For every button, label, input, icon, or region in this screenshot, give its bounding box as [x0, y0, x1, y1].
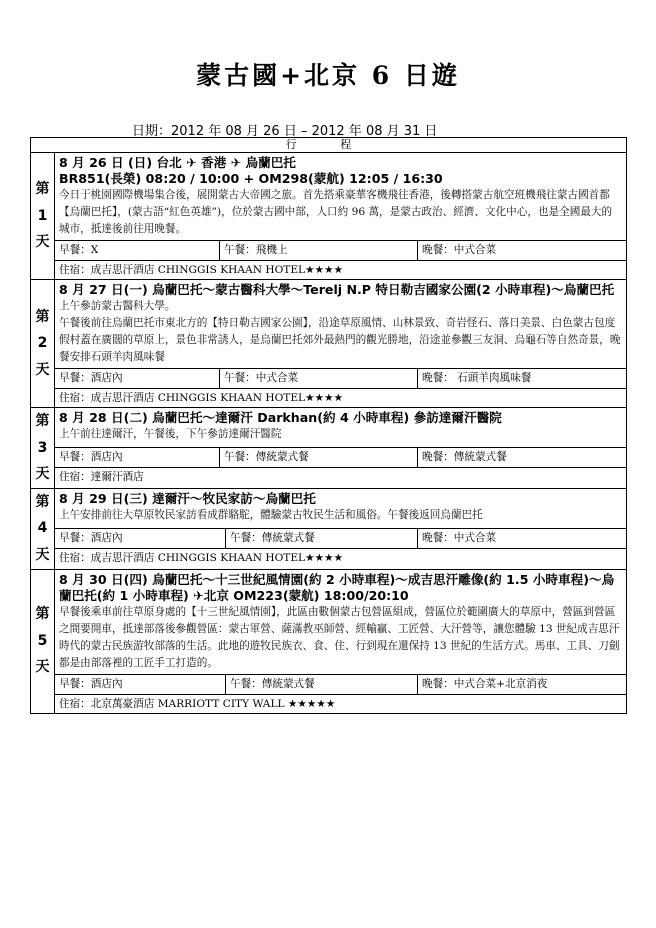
day-row: [31, 280, 627, 369]
table-header-row: [31, 138, 627, 153]
day-label-part: 天: [35, 546, 50, 563]
day-label-part: 第: [35, 606, 50, 623]
itinerary-table: [30, 137, 627, 714]
meal-cell: [55, 241, 627, 280]
day-content: [55, 488, 627, 528]
day-content: [55, 153, 627, 241]
meals-bar: [55, 448, 626, 467]
dinner: 晚餐：中式合菜+北京消夜: [417, 675, 626, 694]
day-row: [31, 153, 627, 241]
hotel-line: 住宿：達爾汗酒店: [55, 467, 626, 486]
meal-row: [31, 528, 627, 569]
day-label-part: 第: [35, 493, 50, 510]
day-label: [31, 569, 55, 713]
day-row: [31, 488, 627, 528]
day-label: [31, 280, 55, 408]
day-label-part: 第: [35, 308, 50, 325]
breakfast: 早餐：酒店內: [59, 372, 123, 384]
hotel-line: 住宿：成吉思汗酒店 CHINGGIS KHAAN HOTEL★★★★: [55, 388, 626, 407]
dinner: 晚餐：中式合菜: [417, 241, 626, 260]
meal-cell: [55, 674, 627, 713]
hotel-line: 住宿：成吉思汗酒店 CHINGGIS KHAAN HOTEL★★★★: [55, 260, 626, 279]
day-label: [31, 488, 55, 569]
lunch: 午餐：中式合菜: [219, 369, 417, 388]
dinner: 晚餐：中式合菜: [417, 529, 626, 548]
meal-row: [31, 241, 627, 280]
day-content: [55, 408, 627, 448]
meal-cell: [55, 528, 627, 569]
day-label-part: 天: [35, 466, 50, 483]
day-description: 早餐後乘車前往草原身處的【十三世紀風情園】，此區由數個蒙古包營區組成，營區位於範圍廣大的草原中，營區到營區之間要開車，抵達部落後參觀營區：蒙古軍營、薩滿教巫師營、經輸贏、工匠營、大汗營等，讓您體驗 13 世紀成吉思汗時代的蒙古民族游牧部落的生活。此地的遊牧民族衣、食、住、行到現在還保持 13 世紀的生活方式。馬車、工具、刀劍都是由部落裡的工匠手工打造的。: [59, 605, 620, 669]
breakfast: 早餐：酒店內: [59, 677, 123, 690]
route-line: 8 月 29 日(三) 達爾汗～牧民家訪～烏蘭巴托: [59, 490, 316, 506]
meal-row: [31, 369, 627, 408]
day-row: [31, 569, 627, 674]
day-label-part: 4: [37, 520, 48, 537]
day-label-part: 第: [35, 413, 50, 429]
route-line: 8 月 26 日 (日) 台北 ✈ 香港 ✈ 烏蘭巴托: [59, 155, 296, 170]
meals-bar: [55, 675, 626, 694]
table-header: 行 程: [31, 138, 627, 153]
day-label-part: 天: [35, 234, 50, 251]
day-description: 上午參訪蒙古醫科大學。: [59, 300, 176, 312]
meal-row: [31, 447, 627, 488]
meal-cell: [55, 447, 627, 488]
route-line: BR851(長榮) 08:20 / 10:00 + OM298(蒙航) 12:05 / 16:30: [59, 171, 443, 186]
date-range: 日期：2012 年 08 月 26 日 – 2012 年 08 月 31 日: [132, 124, 438, 139]
route-line: 8 月 27 日(一) 烏蘭巴托～蒙古醫科大學～Terelj N.P 特日勒吉國家公園(2 小時車程)～烏蘭巴托: [59, 282, 615, 297]
day-description: 午餐後前往烏蘭巴托市東北方的【特日勒吉國家公園】，沿途草原風情、山林景致、奇岩怪石、落日美景、白色蒙古包度假村蓋在廣闊的草原上，景色非常誘人，是烏蘭巴托郊外最熱門的觀光勝地，沿途並參觀三友洞、烏龜石等自然奇景，晚餐安排石頭羊肉風味餐: [59, 317, 621, 363]
lunch: 午餐：飛機上: [219, 241, 417, 260]
day-label-part: 3: [37, 439, 48, 456]
route-line: 8 月 28 日(二) 烏蘭巴托～達爾汗 Darkhan(約 4 小時車程) 參訪達爾汗醫院: [59, 410, 502, 425]
route-line: 8 月 30 日(四) 烏蘭巴托～十三世紀風情園(約 2 小時車程)～成吉思汗雕像(約 1.5 小時車程)～烏蘭巴托(約 1 小時車程) ✈北京 OM223(蒙航) 18:00/20:10: [59, 571, 615, 603]
meals-bar: [55, 369, 626, 388]
day-label: [31, 153, 55, 280]
day-content: [55, 280, 627, 369]
lunch: 午餐：傳統蒙式餐: [225, 529, 417, 548]
hotel-line: 住宿：北京萬豪酒店 MARRIOTT CITY WALL ★★★★★: [55, 694, 626, 713]
dinner: 晚餐： 石頭羊肉風味餐: [417, 369, 626, 388]
day-label-part: 天: [35, 361, 50, 378]
day-label-part: 天: [35, 659, 50, 676]
dinner: 晚餐：傳統蒙式餐: [417, 448, 626, 467]
day-description: 今日于桃園國際機場集合後，展開蒙古大帝國之旅。首先搭乘豪華客機飛往香港，後轉搭蒙古航空班機飛往蒙古國首都【烏蘭巴托】，(蒙古語“紅色英雄”)，位於蒙古國中部，人口約 96 萬，是蒙古政治、經濟、文化中心，也是全國最大的城市，抵達後前往用晚餐。: [59, 189, 613, 235]
day-label-part: 2: [37, 335, 48, 352]
lunch: 午餐：傳統蒙式餐: [219, 448, 417, 467]
day-label-part: 第: [35, 181, 50, 198]
lunch: 午餐：傳統蒙式餐: [225, 675, 417, 694]
day-description: 上午前往達爾汗，午餐後，下午參訪達爾汗醫院: [59, 428, 282, 440]
meals-bar: [55, 241, 626, 260]
meal-cell: [55, 369, 627, 408]
day-label: [31, 408, 55, 489]
day-row: [31, 408, 627, 448]
day-label-part: 1: [37, 207, 48, 224]
meal-row: [31, 674, 627, 713]
meals-bar: [55, 529, 626, 548]
breakfast: 早餐：酒店內: [59, 450, 123, 463]
breakfast: 早餐：X: [59, 244, 99, 256]
day-label-part: 5: [37, 632, 48, 649]
breakfast: 早餐：酒店內: [59, 531, 123, 544]
day-description: 上午安排前往大草原牧民家訪看成群駱駝，體驗蒙古牧民生活和風俗。午餐後返回烏蘭巴托: [59, 508, 483, 521]
day-content: [55, 569, 627, 674]
document-title: 蒙古國+北京 6 日遊: [196, 61, 460, 90]
hotel-line: 住宿：成吉思汗酒店 CHINGGIS KHAAN HOTEL★★★★: [55, 548, 626, 567]
